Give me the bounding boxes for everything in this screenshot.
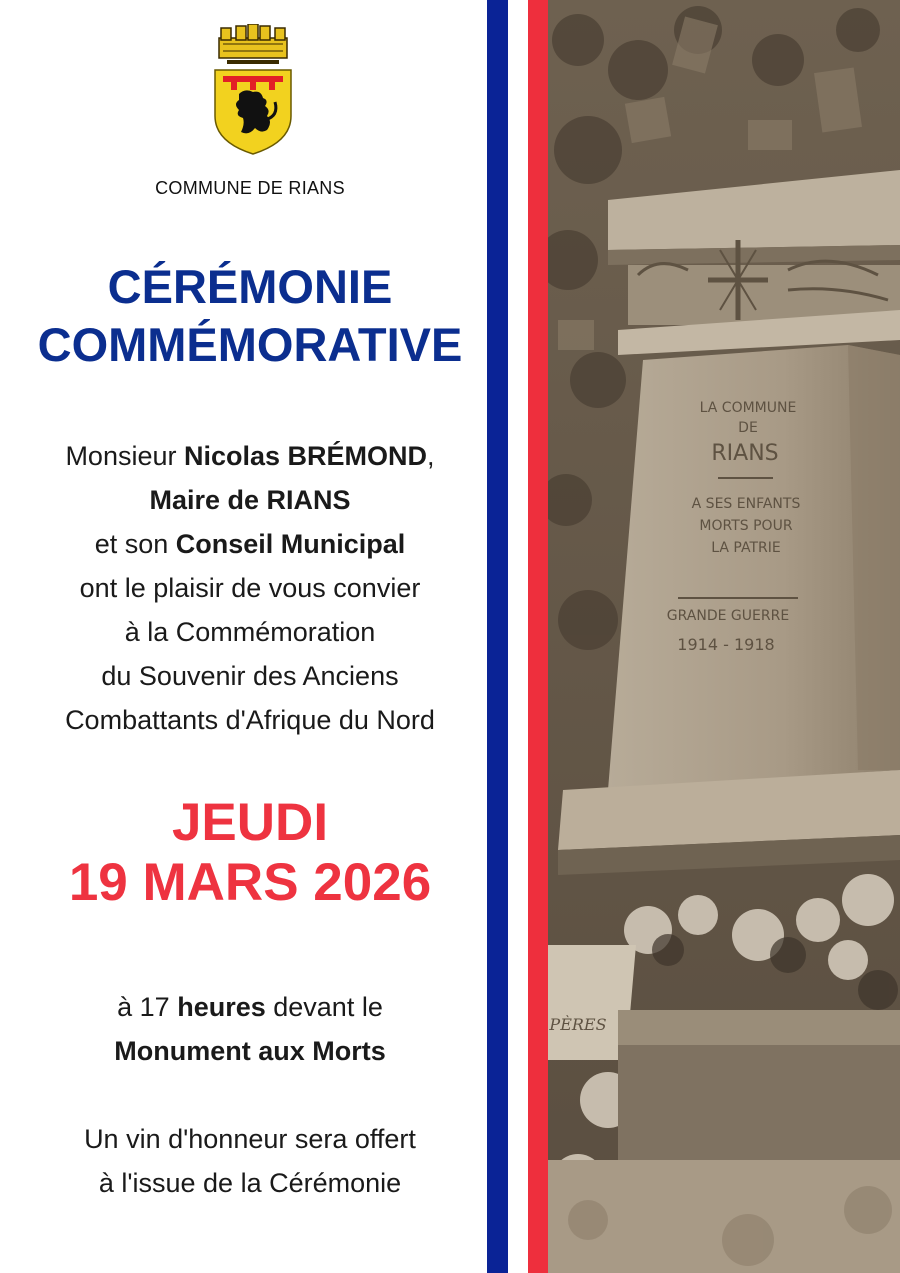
council-name: Conseil Municipal [175, 529, 406, 559]
page-title [0, 258, 500, 374]
inscription-line: LA PATRIE [711, 540, 781, 556]
inscription-line: 1914 - 1918 [677, 635, 775, 654]
reception-line-1: Un vin d'honneur sera offert [84, 1124, 416, 1154]
time-text: à 17 [117, 992, 178, 1022]
monument-illustration [548, 0, 900, 1273]
invite-line-1 [0, 434, 500, 478]
invite-text: Monsieur [65, 441, 184, 471]
invite-line-3 [0, 522, 500, 566]
plaque-text: PÈRES [549, 1015, 607, 1034]
invite-line-4: ont le plaisir de vous convier [79, 573, 421, 603]
invite-line-7: Combattants d'Afrique du Nord [65, 705, 435, 735]
invite-line-5: à la Commémoration [124, 617, 376, 647]
invite-text: , [427, 441, 435, 471]
reception-note [0, 1117, 500, 1205]
time-line [0, 985, 500, 1029]
flag-stripe-red [528, 0, 548, 1273]
inscription-line: DE [738, 420, 758, 436]
location-name: Monument aux Morts [114, 1036, 386, 1066]
reception-line-2: à l'issue de la Cérémonie [98, 1168, 402, 1198]
title-line-2: COMMÉMORATIVE [37, 318, 463, 371]
inscription-line: RIANS [711, 441, 779, 466]
invitation-text [0, 434, 500, 742]
invite-line-2 [0, 478, 500, 522]
inscription-line: LA COMMUNE [699, 400, 797, 416]
inscription-line: GRANDE GUERRE [666, 608, 790, 624]
mayor-name: Nicolas BRÉMOND [183, 441, 428, 471]
inscription-line: MORTS POUR [699, 518, 793, 534]
coat-of-arms-icon [209, 24, 297, 156]
event-day: JEUDI [171, 793, 329, 852]
location-line [0, 1029, 500, 1073]
commune-name: COMMUNE DE RIANS [155, 178, 345, 198]
event-time-location [0, 985, 500, 1073]
invite-text: et son [94, 529, 176, 559]
invite-line-6: du Souvenir des Anciens [101, 661, 399, 691]
event-full-date: 19 MARS 2026 [68, 853, 432, 912]
time-unit: heures [177, 992, 266, 1022]
mayor-title: Maire de RIANS [149, 485, 351, 515]
war-memorial-photo [548, 0, 900, 1273]
event-date [0, 793, 500, 913]
title-line-1: CÉRÉMONIE [107, 260, 393, 313]
time-text: devant le [265, 992, 383, 1022]
flag-stripe-blue [487, 0, 508, 1273]
inscription-line: A SES ENFANTS [691, 496, 801, 512]
flag-stripe-white [508, 0, 528, 1273]
